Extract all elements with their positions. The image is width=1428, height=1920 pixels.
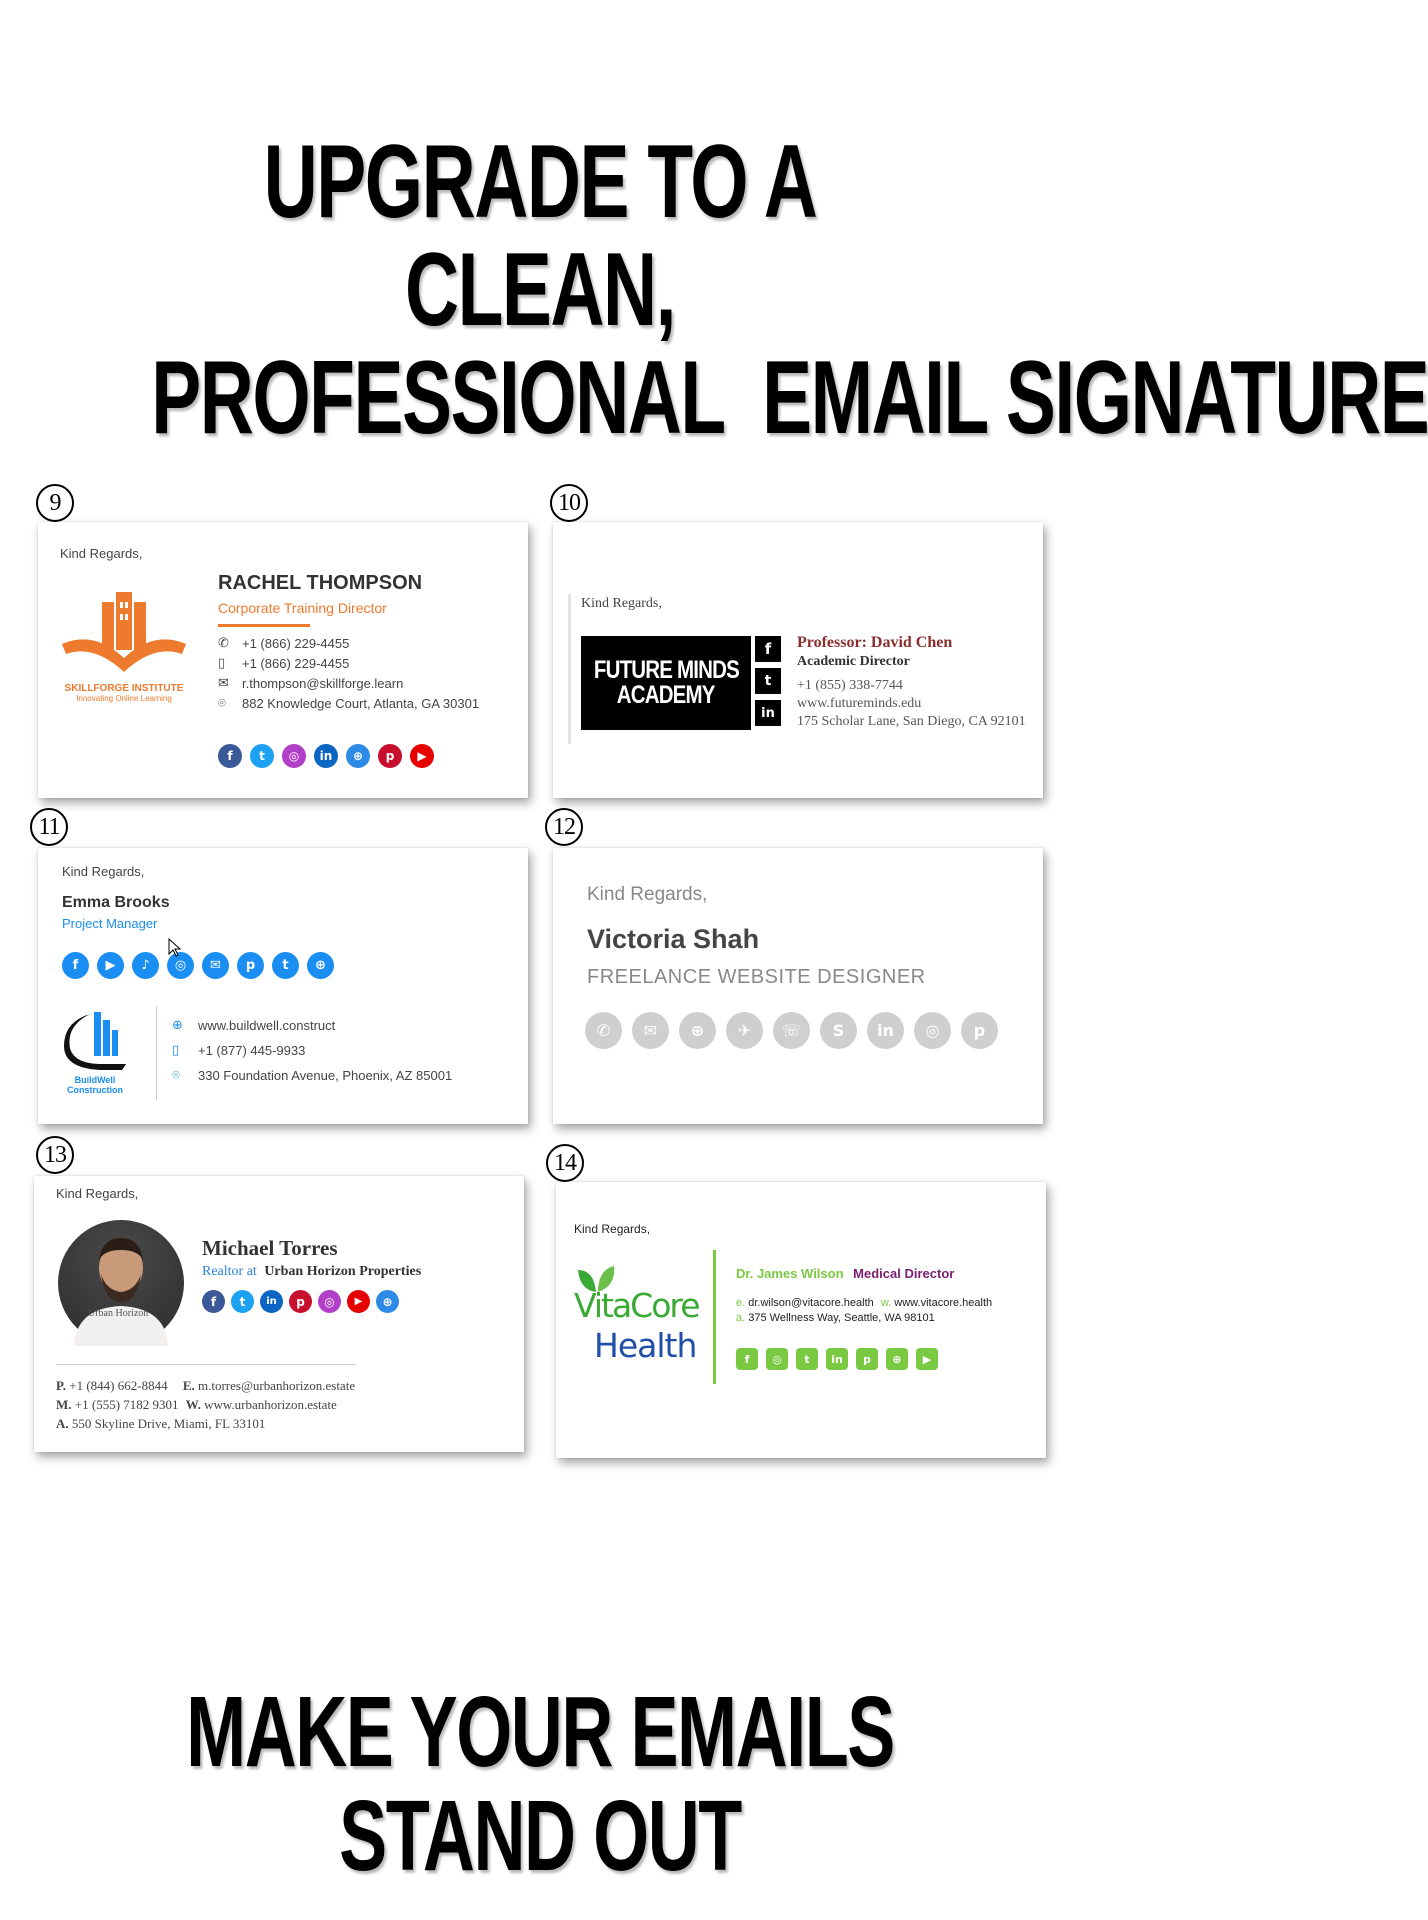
book-building-icon	[58, 588, 190, 678]
contact-list	[56, 1376, 355, 1433]
twitter-icon[interactable]: t	[272, 952, 299, 979]
signature-heading	[736, 1266, 954, 1281]
location-pin-icon: ⌾	[172, 1068, 180, 1083]
facebook-icon[interactable]: f	[755, 636, 781, 662]
linkedin-icon[interactable]: in	[867, 1012, 904, 1049]
greeting: Kind Regards,	[56, 1186, 139, 1201]
greeting: Kind Regards,	[587, 884, 708, 905]
contact-row-2: a. 375 Wellness Way, Seattle, WA 98101	[736, 1312, 935, 1324]
globe-icon[interactable]: ⊕	[307, 952, 334, 979]
contact-row-2: M. +1 (555) 7182 9301 W. www.urbanhorizon.estate	[56, 1397, 337, 1412]
signature-title: Academic Director	[797, 654, 910, 669]
instagram-icon[interactable]: ◎	[167, 952, 194, 979]
linkedin-icon[interactable]: in	[314, 744, 338, 768]
logo-name: SKILLFORGE INSTITUTE	[64, 683, 184, 694]
contact-website[interactable]: www.futureminds.edu	[797, 696, 922, 711]
instagram-icon[interactable]: ◎	[766, 1348, 788, 1370]
contact-list	[218, 636, 479, 711]
linkedin-icon[interactable]: in	[260, 1290, 283, 1313]
phone-icon[interactable]: ✆	[585, 1012, 622, 1049]
linkedin-icon[interactable]: in	[755, 700, 781, 726]
location-pin-icon: ⌾	[218, 696, 226, 711]
greeting: Kind Regards,	[60, 546, 143, 561]
contact-phone: +1 (855) 338-7744	[797, 678, 903, 693]
future-minds-logo: FUTURE MINDS ACADEMY	[581, 636, 751, 730]
signature-name: Victoria Shah	[587, 924, 760, 954]
pinterest-icon[interactable]: p	[961, 1012, 998, 1049]
headline-top-line1: UPGRADE TO A CLEAN,	[263, 124, 817, 349]
mouse-cursor-icon	[168, 938, 182, 958]
card-number-14: 14	[546, 1144, 584, 1182]
contact-list	[797, 677, 1026, 731]
buildwell-logo: BuildWell Construction	[60, 1006, 130, 1098]
social-icons	[202, 1290, 399, 1313]
logo-tagline: Innovating Online Learning	[76, 694, 172, 703]
contact-address: ⌾ 882 Knowledge Court, Atlanta, GA 30301	[218, 696, 480, 711]
contact-email[interactable]: ✉ r.thompson@skillforge.learn	[218, 676, 404, 691]
signature-card-14[interactable]	[556, 1182, 1046, 1458]
photo-watermark: Urban Horizon	[88, 1308, 149, 1319]
contact-phone: ▯ +1 (877) 445-9933	[172, 1043, 306, 1058]
contact-phone: ✆ +1 (866) 229-4455	[218, 636, 350, 651]
contact-address: 175 Scholar Lane, San Diego, CA 92101	[797, 714, 1026, 729]
facebook-icon[interactable]: f	[202, 1290, 225, 1313]
signature-title: Realtor at Urban Horizon Properties	[202, 1264, 422, 1279]
social-icons	[755, 636, 781, 726]
social-icons	[218, 744, 434, 768]
youtube-icon[interactable]: ▶	[347, 1290, 370, 1313]
globe-icon[interactable]: ⊕	[679, 1012, 716, 1049]
pinterest-icon[interactable]: p	[856, 1348, 878, 1370]
signature-title: FREELANCE WEBSITE DESIGNER	[587, 966, 926, 988]
twitter-icon[interactable]: t	[231, 1290, 254, 1313]
twitter-icon[interactable]: t	[796, 1348, 818, 1370]
contact-address: ⌾ 330 Foundation Avenue, Phoenix, AZ 85001	[172, 1068, 453, 1083]
signature-name: Professor: David Chen	[797, 634, 953, 651]
signature-title: Corporate Training Director	[218, 600, 387, 616]
logo-line2: Health	[594, 1326, 697, 1365]
contact-list	[172, 1018, 452, 1083]
card-number-11: 11	[30, 808, 68, 846]
contact-row-1: e. dr.wilson@vitacore.health w. www.vitacore.health	[736, 1297, 993, 1309]
skillforge-logo	[58, 588, 190, 702]
social-icons	[62, 952, 334, 979]
globe-icon[interactable]: ⊕	[886, 1348, 908, 1370]
envelope-icon: ✉	[218, 676, 229, 691]
signature-name: Michael Torres	[202, 1236, 338, 1260]
signature-card-9[interactable]	[38, 522, 528, 798]
person-avatar-icon	[58, 1220, 184, 1346]
contact-mobile: ▯ +1 (866) 229-4455	[218, 656, 350, 671]
skype-icon[interactable]: S	[820, 1012, 857, 1049]
youtube-icon[interactable]: ▶	[916, 1348, 938, 1370]
signature-card-11[interactable]	[38, 848, 528, 1124]
card-number-13: 13	[36, 1136, 74, 1174]
contact-row-3: A. 550 Skyline Drive, Miami, FL 33101	[56, 1416, 266, 1431]
signature-name: Dr. James Wilson	[736, 1266, 844, 1281]
greeting: Kind Regards,	[574, 1222, 651, 1236]
social-icons	[736, 1348, 938, 1370]
profile-photo	[58, 1220, 184, 1346]
hummingbird-icon[interactable]: ✈	[726, 1012, 763, 1049]
headline-top	[151, 124, 1428, 457]
whatsapp-icon[interactable]: ☏	[773, 1012, 810, 1049]
email-icon[interactable]: ✉	[632, 1012, 669, 1049]
mobile-icon: ▯	[172, 1043, 180, 1058]
title-divider	[218, 624, 310, 627]
globe-icon: ⊕	[172, 1018, 183, 1033]
contact-list	[736, 1296, 992, 1326]
globe-icon[interactable]: ⊕	[376, 1290, 399, 1313]
headline-bottom: MAKE YOUR EMAILS STAND OUT	[186, 1676, 894, 1892]
facebook-icon[interactable]: f	[62, 952, 89, 979]
card-number-12: 12	[545, 808, 583, 846]
signature-card-12[interactable]	[553, 848, 1043, 1124]
linkedin-icon[interactable]: in	[826, 1348, 848, 1370]
card-number-10: 10	[550, 484, 588, 522]
facebook-icon[interactable]: f	[218, 744, 242, 768]
social-icons	[585, 1012, 998, 1049]
instagram-icon[interactable]: ◎	[282, 744, 306, 768]
signature-card-10[interactable]	[553, 522, 1043, 798]
pinterest-icon[interactable]: p	[237, 952, 264, 979]
logo-line1: VitaCore	[574, 1286, 699, 1325]
headline-top-line2: PROFESSIONAL EMAIL SIGNATURE	[151, 340, 1428, 457]
instagram-icon[interactable]: ◎	[914, 1012, 951, 1049]
vertical-divider	[713, 1250, 716, 1384]
signature-title: Project Manager	[62, 916, 158, 931]
contact-divider	[56, 1364, 356, 1365]
signature-title: Medical Director	[853, 1266, 955, 1281]
pinterest-icon[interactable]: p	[378, 744, 402, 768]
signature-name: Emma Brooks	[62, 894, 170, 911]
globe-icon[interactable]: ⊕	[346, 744, 370, 768]
vitacore-logo	[572, 1264, 712, 1374]
signature-name: RACHEL THOMPSON	[218, 572, 423, 594]
contact-row-1: P. +1 (844) 662-8844 E. m.torres@urbanhorizon.estate	[56, 1378, 356, 1393]
greeting: Kind Regards,	[581, 596, 662, 611]
greeting: Kind Regards,	[62, 864, 145, 879]
twitter-icon[interactable]: t	[755, 668, 781, 694]
instagram-icon[interactable]: ◎	[318, 1290, 341, 1313]
phone-icon: ✆	[218, 636, 229, 651]
vertical-divider	[156, 1006, 157, 1100]
email-icon[interactable]: ✉	[202, 952, 229, 979]
left-accent-bar	[568, 594, 571, 744]
tiktok-icon[interactable]: ♪	[132, 952, 159, 979]
card-number-9: 9	[36, 484, 74, 522]
mobile-icon: ▯	[218, 656, 226, 671]
youtube-icon[interactable]: ▶	[410, 744, 434, 768]
twitter-icon[interactable]: t	[250, 744, 274, 768]
contact-website[interactable]: ⊕ www.buildwell.construct	[172, 1018, 336, 1033]
facebook-icon[interactable]: f	[736, 1348, 758, 1370]
signature-card-13[interactable]	[34, 1176, 524, 1452]
building-swoosh-icon	[60, 1006, 130, 1070]
pinterest-icon[interactable]: p	[289, 1290, 312, 1313]
youtube-icon[interactable]: ▶	[97, 952, 124, 979]
